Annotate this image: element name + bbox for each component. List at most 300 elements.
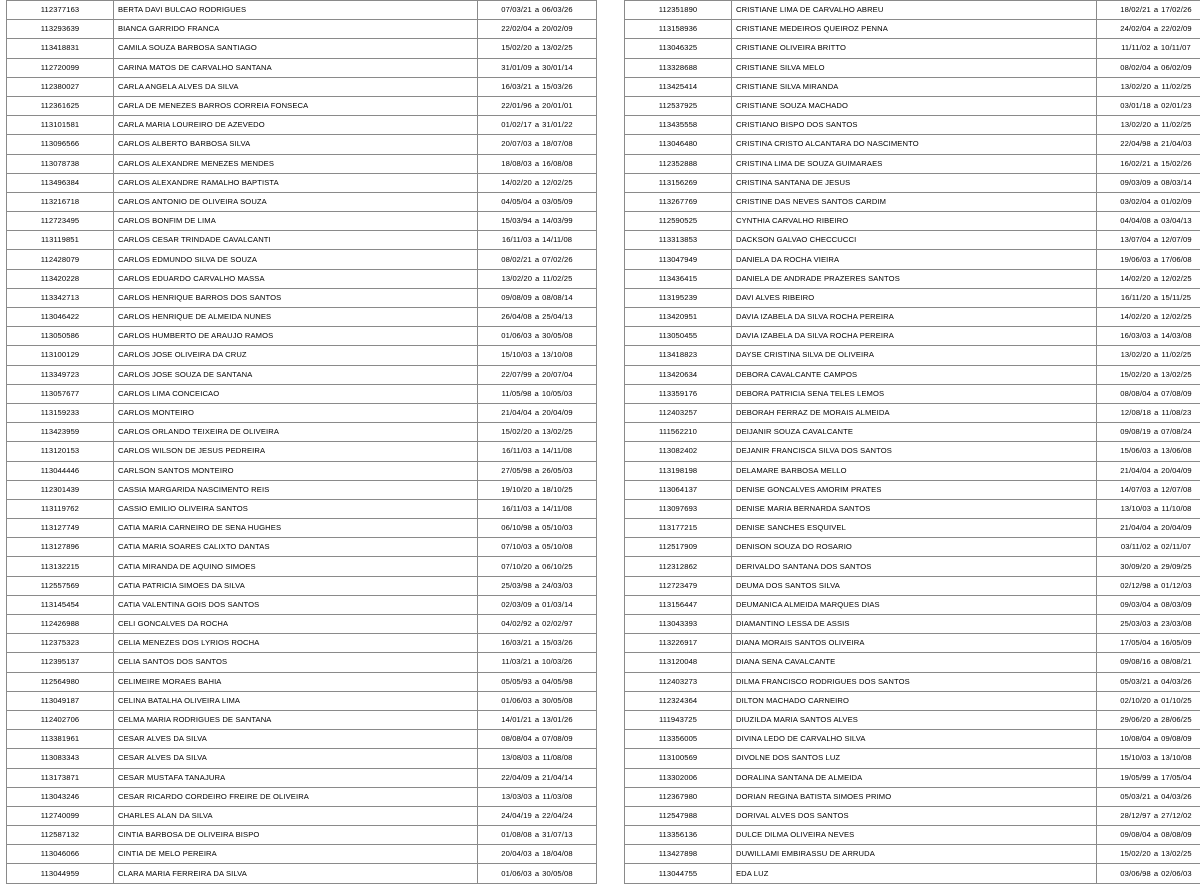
period-separator: a — [1151, 447, 1161, 455]
period-start-date: 14/02/20 — [501, 178, 532, 187]
table-row — [625, 442, 1200, 461]
period-end-date: 11/03/08 — [542, 792, 572, 801]
period-end-date: 07/08/09 — [542, 734, 573, 743]
period-separator: a — [1151, 217, 1161, 225]
period-start-date: 02/10/20 — [1120, 696, 1151, 705]
period-start-date: 28/12/97 — [1120, 811, 1151, 820]
cell-period — [478, 192, 597, 211]
period-end-date: 06/03/26 — [542, 5, 573, 14]
cell-registration-id: 113177215 — [625, 519, 732, 538]
period-end-date: 05/10/08 — [542, 542, 573, 551]
period-separator: a — [532, 793, 542, 801]
period-end-date: 18/10/25 — [542, 485, 573, 494]
cell-registration-id: 112351890 — [625, 1, 732, 20]
table-row — [625, 519, 1200, 538]
period-separator: a — [532, 447, 542, 455]
period-separator: a — [1151, 658, 1161, 666]
period-start-date: 09/03/09 — [1120, 178, 1151, 187]
period-end-date: 22/02/09 — [1161, 24, 1192, 33]
table-row — [625, 710, 1200, 729]
cell-person-name: CARLOS CESAR TRINDADE CAVALCANTI — [114, 231, 478, 250]
table-row — [7, 691, 597, 710]
period-start-date: 16/11/03 — [502, 235, 532, 244]
table-row — [7, 308, 597, 327]
table-row — [7, 1, 597, 20]
period-end-date: 03/05/09 — [542, 197, 573, 206]
period-end-date: 01/02/09 — [1161, 197, 1192, 206]
period-separator: a — [532, 831, 542, 839]
cell-registration-id: 112324364 — [625, 691, 732, 710]
table-row — [625, 461, 1200, 480]
cell-registration-id: 113267769 — [625, 192, 732, 211]
period-end-date: 13/02/25 — [1161, 370, 1192, 379]
cell-period — [478, 499, 597, 518]
cell-period — [478, 269, 597, 288]
period-end-date: 11/02/25 — [1161, 82, 1191, 91]
period-separator: a — [532, 601, 542, 609]
period-end-date: 20/01/01 — [542, 101, 573, 110]
cell-period — [1097, 615, 1200, 634]
table-row — [7, 461, 597, 480]
cell-period — [1097, 269, 1200, 288]
table-row — [7, 154, 597, 173]
cell-registration-id: 113158936 — [625, 20, 732, 39]
period-start-date: 26/04/08 — [501, 312, 532, 321]
cell-period — [478, 768, 597, 787]
cell-registration-id: 113302006 — [625, 768, 732, 787]
period-separator: a — [1151, 313, 1161, 321]
cell-period — [478, 250, 597, 269]
period-start-date: 16/11/20 — [1121, 293, 1151, 302]
cell-period — [478, 96, 597, 115]
cell-registration-id: 112720099 — [7, 58, 114, 77]
table-row — [625, 250, 1200, 269]
cell-person-name: CESAR ALVES DA SILVA — [114, 749, 478, 768]
cell-registration-id: 113293639 — [7, 20, 114, 39]
cell-period — [1097, 403, 1200, 422]
table-row — [625, 96, 1200, 115]
period-start-date: 22/04/09 — [501, 773, 532, 782]
period-separator: a — [532, 658, 542, 666]
period-end-date: 23/03/08 — [1161, 619, 1192, 628]
table-row — [625, 730, 1200, 749]
cell-registration-id: 112352888 — [625, 154, 732, 173]
period-start-date: 30/09/20 — [1120, 562, 1151, 571]
period-start-date: 29/06/20 — [1120, 715, 1151, 724]
cell-period — [1097, 576, 1200, 595]
cell-period — [478, 826, 597, 845]
cell-period — [1097, 787, 1200, 806]
period-separator: a — [532, 275, 542, 283]
cell-period — [478, 116, 597, 135]
period-start-date: 13/07/04 — [1120, 235, 1151, 244]
table-row — [625, 39, 1200, 58]
period-end-date: 30/01/14 — [542, 63, 573, 72]
period-start-date: 11/03/21 — [502, 657, 532, 666]
period-end-date: 07/02/26 — [542, 255, 573, 264]
period-separator: a — [532, 160, 542, 168]
table-row — [7, 20, 597, 39]
cell-period — [478, 461, 597, 480]
table-row — [7, 327, 597, 346]
period-separator: a — [1151, 582, 1161, 590]
period-end-date: 18/07/08 — [542, 139, 573, 148]
period-end-date: 18/04/08 — [542, 849, 573, 858]
cell-registration-id: 113420951 — [625, 308, 732, 327]
cell-period — [1097, 231, 1200, 250]
cell-registration-id: 113328688 — [625, 58, 732, 77]
table-row — [625, 691, 1200, 710]
cell-registration-id: 113043393 — [625, 615, 732, 634]
period-end-date: 30/05/08 — [542, 869, 573, 878]
cell-person-name: CRISTIANE MEDEIROS QUEIROZ PENNA — [732, 20, 1097, 39]
cell-registration-id: 113101581 — [7, 116, 114, 135]
period-separator: a — [532, 754, 542, 762]
table-row — [7, 365, 597, 384]
cell-person-name: CARLSON SANTOS MONTEIRO — [114, 461, 478, 480]
cell-person-name: DEIJANIR SOUZA CAVALCANTE — [732, 423, 1097, 442]
period-separator: a — [532, 486, 542, 494]
cell-person-name: DENISE MARIA BERNARDA SANTOS — [732, 499, 1097, 518]
period-separator: a — [532, 390, 542, 398]
cell-person-name: DIAMANTINO LESSA DE ASSIS — [732, 615, 1097, 634]
period-start-date: 20/07/03 — [501, 139, 532, 148]
period-separator: a — [532, 140, 542, 148]
cell-person-name: CARLOS LIMA CONCEICAO — [114, 384, 478, 403]
cell-person-name: DORIVAL ALVES DOS SANTOS — [732, 806, 1097, 825]
cell-registration-id: 112428079 — [7, 250, 114, 269]
period-end-date: 02/06/03 — [1161, 869, 1192, 878]
cell-period — [1097, 691, 1200, 710]
cell-registration-id: 113050455 — [625, 327, 732, 346]
period-separator: a — [532, 217, 542, 225]
period-end-date: 13/10/08 — [542, 350, 573, 359]
cell-registration-id: 113423959 — [7, 423, 114, 442]
period-start-date: 13/02/20 — [1121, 120, 1152, 129]
table-row — [7, 749, 597, 768]
period-separator: a — [1151, 351, 1161, 359]
cell-person-name: CARLOS ALEXANDRE RAMALHO BAPTISTA — [114, 173, 478, 192]
cell-person-name: DEUMA DOS SANTOS SILVA — [732, 576, 1097, 595]
period-end-date: 21/04/14 — [542, 773, 573, 782]
period-end-date: 13/02/25 — [1161, 849, 1192, 858]
cell-person-name: CARLOS HUMBERTO DE ARAUJO RAMOS — [114, 327, 478, 346]
table-row — [625, 1, 1200, 20]
cell-registration-id: 112375323 — [7, 634, 114, 653]
period-start-date: 08/02/04 — [1120, 63, 1151, 72]
cell-registration-id: 113418831 — [7, 39, 114, 58]
period-start-date: 14/07/03 — [1120, 485, 1151, 494]
period-start-date: 09/03/04 — [1120, 600, 1151, 609]
period-end-date: 28/06/25 — [1161, 715, 1192, 724]
cell-registration-id: 113064137 — [625, 480, 732, 499]
period-start-date: 12/08/18 — [1121, 408, 1152, 417]
table-row — [625, 77, 1200, 96]
period-start-date: 20/04/03 — [501, 849, 532, 858]
period-separator: a — [1151, 64, 1161, 72]
period-separator: a — [1151, 179, 1161, 187]
cell-period — [1097, 557, 1200, 576]
period-start-date: 21/04/04 — [501, 408, 532, 417]
period-end-date: 02/11/07 — [1161, 542, 1191, 551]
table-row — [7, 653, 597, 672]
table-row — [625, 595, 1200, 614]
period-start-date: 22/02/04 — [501, 24, 532, 33]
period-end-date: 13/02/25 — [542, 427, 573, 436]
period-end-date: 27/12/02 — [1161, 811, 1192, 820]
cell-period — [1097, 845, 1200, 864]
cell-period — [1097, 384, 1200, 403]
table-row — [625, 20, 1200, 39]
period-separator: a — [1151, 639, 1161, 647]
period-end-date: 08/03/14 — [1161, 178, 1192, 187]
table-row — [7, 519, 597, 538]
cell-period — [1097, 499, 1200, 518]
cell-period — [1097, 538, 1200, 557]
cell-registration-id: 113381961 — [7, 730, 114, 749]
cell-registration-id: 113047949 — [625, 250, 732, 269]
period-separator: a — [532, 870, 542, 878]
cell-period — [1097, 250, 1200, 269]
table-row — [625, 403, 1200, 422]
period-end-date: 08/08/09 — [1161, 830, 1192, 839]
cell-person-name: CYNTHIA CARVALHO RIBEIRO — [732, 212, 1097, 231]
period-end-date: 20/04/09 — [1161, 523, 1192, 532]
period-separator: a — [532, 102, 542, 110]
cell-person-name: CINTIA BARBOSA DE OLIVEIRA BISPO — [114, 826, 478, 845]
period-start-date: 14/02/20 — [1120, 274, 1151, 283]
period-start-date: 15/02/20 — [501, 427, 532, 436]
period-separator: a — [1151, 697, 1161, 705]
table-row — [625, 135, 1200, 154]
period-separator: a — [532, 236, 542, 244]
cell-period — [1097, 806, 1200, 825]
cell-registration-id: 113427898 — [625, 845, 732, 864]
period-separator: a — [1151, 754, 1161, 762]
table-row — [7, 499, 597, 518]
cell-person-name: DAVIA IZABELA DA SILVA ROCHA PEREIRA — [732, 308, 1097, 327]
cell-registration-id: 113096566 — [7, 135, 114, 154]
cell-registration-id: 113082402 — [625, 442, 732, 461]
cell-registration-id: 113044755 — [625, 864, 732, 883]
cell-person-name: CARLOS ORLANDO TEIXEIRA DE OLIVEIRA — [114, 423, 478, 442]
period-separator: a — [1151, 831, 1161, 839]
table-row — [625, 58, 1200, 77]
table-row — [7, 768, 597, 787]
period-end-date: 31/01/22 — [542, 120, 573, 129]
cell-period — [478, 557, 597, 576]
cell-person-name: CASSIA MARGARIDA NASCIMENTO REIS — [114, 480, 478, 499]
table-row — [625, 212, 1200, 231]
period-start-date: 22/01/96 — [501, 101, 532, 110]
table-row — [7, 538, 597, 557]
period-separator: a — [532, 198, 542, 206]
period-separator: a — [532, 850, 542, 858]
table-row — [625, 576, 1200, 595]
period-end-date: 30/05/08 — [542, 331, 573, 340]
period-end-date: 09/08/09 — [1161, 734, 1192, 743]
cell-registration-id: 113436415 — [625, 269, 732, 288]
table-row — [625, 499, 1200, 518]
period-start-date: 01/02/17 — [501, 120, 532, 129]
period-start-date: 13/02/20 — [1121, 350, 1152, 359]
period-end-date: 30/05/08 — [542, 696, 573, 705]
table-row — [625, 480, 1200, 499]
period-separator: a — [532, 697, 542, 705]
period-end-date: 04/05/98 — [542, 677, 573, 686]
table-row — [625, 365, 1200, 384]
cell-period — [478, 403, 597, 422]
period-separator: a — [1151, 793, 1161, 801]
right-table-column — [624, 0, 1192, 884]
period-end-date: 22/04/24 — [542, 811, 573, 820]
cell-registration-id: 112426988 — [7, 615, 114, 634]
cell-registration-id: 113226917 — [625, 634, 732, 653]
table-row — [7, 77, 597, 96]
period-start-date: 16/03/21 — [501, 82, 532, 91]
cell-person-name: DIUZILDA MARIA SANTOS ALVES — [732, 710, 1097, 729]
period-separator: a — [532, 428, 542, 436]
cell-registration-id: 113145454 — [7, 595, 114, 614]
period-separator: a — [1151, 102, 1161, 110]
table-row — [625, 845, 1200, 864]
period-start-date: 18/08/03 — [501, 159, 532, 168]
cell-person-name: CARLOS HENRIQUE BARROS DOS SANTOS — [114, 288, 478, 307]
table-row — [625, 672, 1200, 691]
cell-period — [1097, 749, 1200, 768]
cell-person-name: CRISTIANE SILVA MELO — [732, 58, 1097, 77]
cell-registration-id: 112740099 — [7, 806, 114, 825]
registry-table-left — [6, 0, 597, 884]
cell-registration-id: 113049187 — [7, 691, 114, 710]
table-row — [7, 288, 597, 307]
cell-person-name: CRISTINA SANTANA DE JESUS — [732, 173, 1097, 192]
cell-period — [1097, 653, 1200, 672]
period-end-date: 14/03/08 — [1161, 331, 1192, 340]
table-row — [7, 192, 597, 211]
cell-person-name: CRISTIANE OLIVEIRA BRITTO — [732, 39, 1097, 58]
cell-registration-id: 113173871 — [7, 768, 114, 787]
cell-person-name: CATIA VALENTINA GOIS DOS SANTOS — [114, 595, 478, 614]
period-start-date: 15/10/03 — [1120, 753, 1151, 762]
cell-registration-id: 113420634 — [625, 365, 732, 384]
period-start-date: 04/04/08 — [1120, 216, 1151, 225]
cell-registration-id: 113119851 — [7, 231, 114, 250]
period-end-date: 01/12/03 — [1161, 581, 1192, 590]
period-start-date: 16/03/03 — [1120, 331, 1151, 340]
table-row — [625, 154, 1200, 173]
cell-person-name: DANIELA DA ROCHA VIEIRA — [732, 250, 1097, 269]
cell-person-name: CRISTIANE SILVA MIRANDA — [732, 77, 1097, 96]
cell-person-name: DEBORA PATRICIA SENA TELES LEMOS — [732, 384, 1097, 403]
cell-person-name: CARINA MATOS DE CARVALHO SANTANA — [114, 58, 478, 77]
cell-person-name: CATIA MARIA CARNEIRO DE SENA HUGHES — [114, 519, 478, 538]
period-start-date: 07/10/03 — [501, 542, 532, 551]
table-row — [7, 231, 597, 250]
period-separator: a — [1151, 774, 1161, 782]
cell-period — [478, 806, 597, 825]
cell-registration-id: 112723495 — [7, 212, 114, 231]
period-end-date: 15/02/26 — [1161, 159, 1192, 168]
period-start-date: 22/04/98 — [1120, 139, 1151, 148]
period-separator: a — [1151, 870, 1161, 878]
table-row — [625, 346, 1200, 365]
period-separator: a — [1151, 294, 1161, 302]
cell-period — [478, 730, 597, 749]
cell-period — [478, 653, 597, 672]
cell-period — [478, 39, 597, 58]
period-separator: a — [532, 639, 542, 647]
table-row — [7, 442, 597, 461]
table-row — [625, 327, 1200, 346]
period-end-date: 12/02/25 — [542, 178, 573, 187]
table-row — [7, 845, 597, 864]
cell-registration-id: 113127896 — [7, 538, 114, 557]
cell-registration-id: 113156269 — [625, 173, 732, 192]
cell-person-name: CATIA MIRANDA DE AQUINO SIMOES — [114, 557, 478, 576]
cell-period — [478, 308, 597, 327]
period-separator: a — [532, 256, 542, 264]
period-end-date: 13/06/08 — [1161, 446, 1192, 455]
cell-period — [478, 20, 597, 39]
table-row — [7, 250, 597, 269]
table-row — [625, 116, 1200, 135]
table-row — [7, 634, 597, 653]
period-start-date: 09/08/19 — [1120, 427, 1151, 436]
cell-person-name: CELIA MENEZES DOS LYRIOS ROCHA — [114, 634, 478, 653]
cell-registration-id: 113356005 — [625, 730, 732, 749]
period-end-date: 04/03/26 — [1161, 677, 1192, 686]
period-start-date: 16/11/03 — [502, 446, 532, 455]
cell-registration-id: 111562210 — [625, 423, 732, 442]
table-row — [625, 192, 1200, 211]
cell-period — [1097, 1, 1200, 20]
cell-period — [1097, 864, 1200, 883]
cell-person-name: DENISE SANCHES ESQUIVEL — [732, 519, 1097, 538]
period-separator: a — [532, 563, 542, 571]
cell-period — [478, 135, 597, 154]
cell-person-name: DELAMARE BARBOSA MELLO — [732, 461, 1097, 480]
cell-person-name: DEBORAH FERRAZ DE MORAIS ALMEIDA — [732, 403, 1097, 422]
period-separator: a — [532, 505, 542, 513]
table-row — [7, 557, 597, 576]
cell-registration-id: 112537925 — [625, 96, 732, 115]
cell-person-name: DIVINA LEDO DE CARVALHO SILVA — [732, 730, 1097, 749]
period-start-date: 13/08/03 — [502, 753, 533, 762]
period-end-date: 17/02/26 — [1161, 5, 1192, 14]
period-separator: a — [1151, 198, 1161, 206]
period-separator: a — [1151, 735, 1161, 743]
period-start-date: 21/04/04 — [1120, 466, 1151, 475]
cell-period — [478, 615, 597, 634]
period-end-date: 15/11/25 — [1161, 293, 1191, 302]
table-row — [7, 595, 597, 614]
cell-registration-id: 112590525 — [625, 212, 732, 231]
cell-period — [478, 1, 597, 20]
cell-person-name: CRISTINA CRISTO ALCANTARA DO NASCIMENTO — [732, 135, 1097, 154]
cell-registration-id: 113425414 — [625, 77, 732, 96]
cell-person-name: CARLOS EDMUNDO SILVA DE SOUZA — [114, 250, 478, 269]
cell-person-name: CRISTIANE SOUZA MACHADO — [732, 96, 1097, 115]
cell-period — [1097, 20, 1200, 39]
period-separator: a — [1151, 505, 1161, 513]
period-start-date: 04/02/92 — [501, 619, 532, 628]
cell-registration-id: 113132215 — [7, 557, 114, 576]
table-row — [7, 710, 597, 729]
table-row — [625, 384, 1200, 403]
period-end-date: 12/02/25 — [1161, 274, 1192, 283]
period-end-date: 13/02/25 — [542, 43, 573, 52]
